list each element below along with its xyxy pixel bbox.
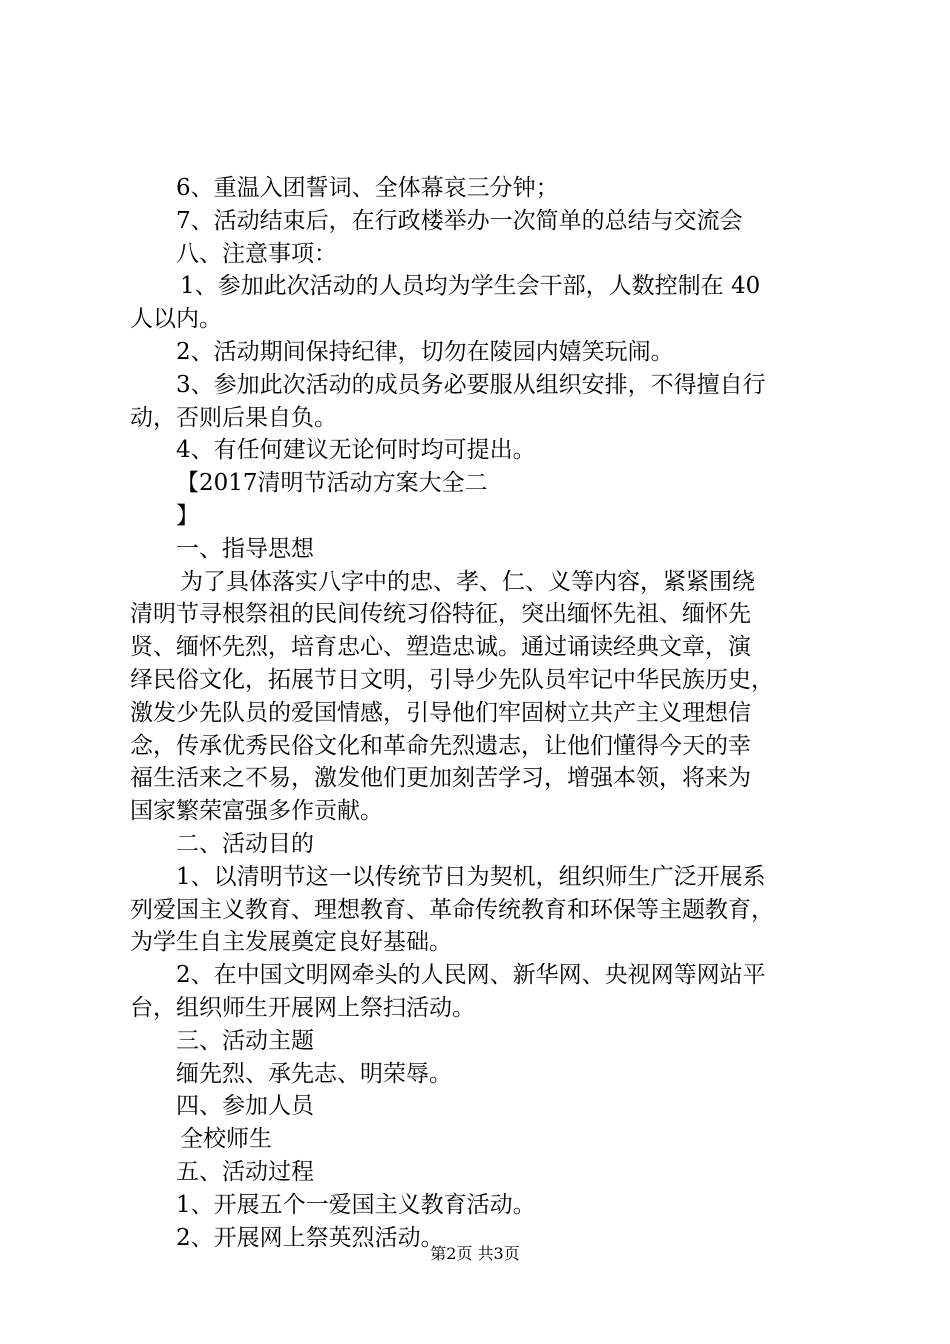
text-line: 绎民俗文化，拓展节日文明，引导少先队员牢记中华民族历史，	[130, 666, 774, 693]
text-line: 二、活动目的	[176, 830, 314, 857]
text-line: 福生活来之不易，激发他们更加刻苦学习，增强本领，将来为	[130, 765, 751, 792]
text-line: 三、活动主题	[176, 1027, 314, 1054]
text-line: 台，组织师生开展网上祭扫活动。	[130, 994, 475, 1021]
page-footer: 第2页 共3页	[430, 1244, 520, 1263]
text-line: 1、以清明节这一以传统节日为契机，组织师生广泛开展系	[176, 863, 766, 890]
text-line: 动，否则后果自负。	[130, 404, 337, 431]
text-line: 1、开展五个一爱国主义教育活动。	[176, 1191, 536, 1218]
text-line: 一、指导思想	[176, 535, 314, 562]
text-line: 列爱国主义教育、理想教育、革命传统教育和环保等主题教育，	[130, 896, 774, 923]
text-line: 全校师生	[180, 1126, 272, 1153]
text-line: 7、活动结束后，在行政楼举办一次简单的总结与交流会	[176, 207, 743, 234]
text-line: 四、参加人员	[176, 1093, 314, 1120]
document-body	[130, 172, 830, 1254]
text-line: 为学生自主发展奠定良好基础。	[130, 929, 452, 956]
text-line: 五、活动过程	[176, 1158, 314, 1185]
text-line: 贤、缅怀先烈，培育忠心、塑造忠诚。通过诵读经典文章，演	[130, 634, 751, 661]
text-line: 缅先烈、承先志、明荣辱。	[176, 1060, 452, 1087]
text-line: 6、重温入团誓词、全体幕哀三分钟；	[176, 175, 559, 201]
text-line: 清明节寻根祭祖的民间传统习俗特征，突出缅怀先祖、缅怀先	[130, 601, 751, 628]
text-line: 4、有任何建议无论何时均可提出。	[176, 437, 536, 464]
text-line: 念，传承优秀民俗文化和革命先烈遗志，让他们懂得今天的幸	[130, 732, 751, 759]
text-line: 1、参加此次活动的人员均为学生会干部，人数控制在 40	[180, 273, 761, 300]
text-line: 【2017清明节活动方案大全二	[176, 470, 488, 497]
text-line: 国家繁荣富强多作贡献。	[130, 798, 383, 825]
text-line: 3、参加此次活动的成员务必要服从组织安排，不得擅自行	[176, 371, 766, 398]
text-line: 】	[176, 502, 199, 529]
text-line: 人以内。	[130, 306, 222, 333]
text-line: 为了具体落实八字中的忠、孝、仁、义等内容，紧紧围绕	[180, 568, 755, 595]
text-line: 2、活动期间保持纪律，切勿在陵园内嬉笑玩闹。	[176, 338, 674, 365]
text-line: 激发少先队员的爱国情感，引导他们牢固树立共产主义理想信	[130, 699, 751, 726]
text-line: 八、注意事项：	[176, 240, 337, 267]
text-line: 2、开展网上祭英烈活动。	[176, 1224, 444, 1251]
text-line: 2、在中国文明网牵头的人民网、新华网、央视网等网站平	[176, 962, 766, 989]
